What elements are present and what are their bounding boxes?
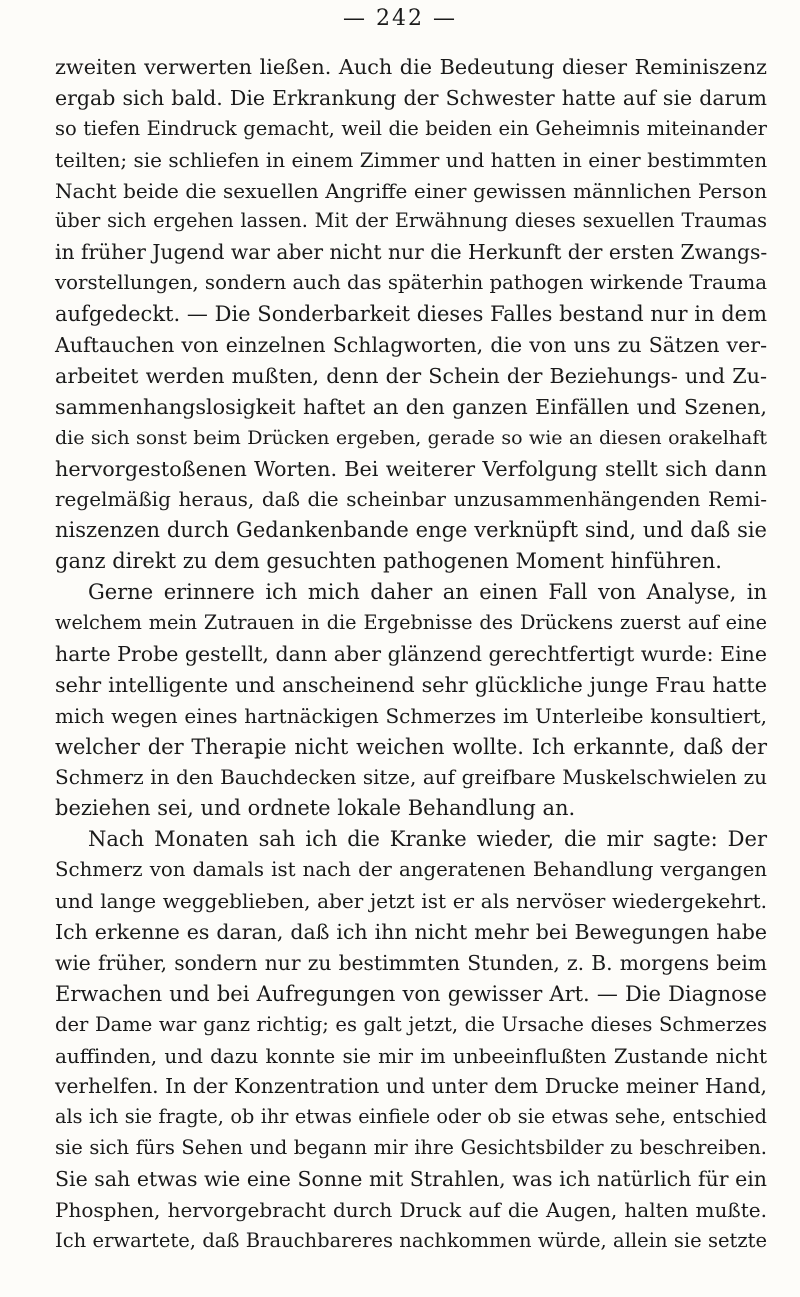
- text-line: harte Probe gestellt, dann aber glänzend gerechtfertigt wurde: Eine: [55, 641, 767, 666]
- text-line: sehr intelligente und anscheinend sehr glückliche junge Frau hatte: [55, 672, 767, 697]
- text-line: Ich erkenne es daran, daß ich ihn nicht mehr bei Bewegungen habe: [55, 919, 767, 944]
- text-line: Schmerz von damals ist nach der angeratenen Behandlung vergangen: [55, 858, 767, 882]
- text-line: sie sich fürs Sehen und begann mir ihre Gesichtsbilder zu beschreiben.: [55, 1136, 767, 1160]
- text-line: aufgedeckt. — Die Sonderbarkeit dieses Falles bestand nur in dem: [55, 302, 767, 327]
- body-text: [55, 52, 767, 1257]
- text-line: vorstellungen, sondern auch das späterhin pathogen wirkende Trauma: [55, 271, 768, 295]
- text-line: Nacht beide die sexuellen Angriffe einer gewissen männlichen Person: [55, 178, 767, 203]
- text-line: zweiten verwerten ließen. Auch die Bedeutung dieser Reminiszenz: [55, 55, 767, 79]
- text-line: welchem mein Zutrauen in die Ergebnisse des Drückens zuerst auf eine: [55, 611, 767, 635]
- text-line: Sie sah etwas wie eine Sonne mit Strahlen, was ich natürlich für ein: [55, 1167, 767, 1192]
- text-line: ganz direkt zu dem gesuchten pathogenen Moment hinführen.: [55, 549, 722, 574]
- text-line: sammenhangslosigkeit haftet an den ganzen Einfällen und Szenen,: [55, 394, 767, 419]
- text-line: Schmerz in den Bauchdecken sitze, auf greifbare Muskelschwielen zu: [55, 765, 767, 790]
- text-line: und lange weggeblieben, aber jetzt ist er als nervöser wiedergekehrt.: [55, 889, 767, 914]
- text-line: Auftauchen von einzelnen Schlagworten, die von uns zu Sätzen ver-: [55, 333, 767, 358]
- text-line: in früher Jugend war aber nicht nur die Herkunft der ersten Zwangs-: [55, 240, 768, 265]
- text-line: Ich erwartete, daß Brauchbareres nachkommen würde, allein sie setzte: [55, 1228, 767, 1252]
- text-line: welcher der Therapie nicht weichen wollte. Ich erkannte, daß der: [55, 734, 767, 759]
- text-line: der Dame war ganz richtig; es galt jetzt, die Ursache dieses Schmerzes: [55, 1012, 767, 1036]
- text-line: Gerne erinnere ich mich daher an einen Fall von Analyse, in: [88, 580, 767, 605]
- text-line: beziehen sei, und ordnete lokale Behandlung an.: [55, 796, 576, 821]
- text-line: verhelfen. In der Konzentration und unter dem Drucke meiner Hand,: [55, 1074, 767, 1099]
- text-line: regelmäßig heraus, daß die scheinbar unzusammenhängenden Remi-: [55, 487, 767, 512]
- text-line: Erwachen und bei Aufregungen von gewisser Art. — Die Diagnose: [55, 981, 767, 1006]
- text-line: so tiefen Eindruck gemacht, weil die beiden ein Geheimnis miteinander: [55, 116, 767, 140]
- text-line: wie früher, sondern nur zu bestimmten Stunden, z. B. morgens beim: [55, 950, 767, 975]
- text-line: Nach Monaten sah ich die Kranke wieder, die mir sagte: Der: [88, 827, 767, 852]
- text-line: niszenzen durch Gedankenbande enge verknüpft sind, und daß sie: [55, 518, 767, 543]
- text-line: die sich sonst beim Drücken ergeben, gerade so wie an diesen orakelhaft: [55, 426, 767, 449]
- text-line: über sich ergehen lassen. Mit der Erwähnung dieses sexuellen Traumas: [55, 209, 767, 233]
- text-line: hervorgestoßenen Worten. Bei weiterer Verfolgung stellt sich dann: [55, 456, 767, 481]
- text-line: auffinden, und dazu konnte sie mir im unbeeinflußten Zustande nicht: [55, 1043, 767, 1068]
- text-line: Phosphen, hervorgebracht durch Druck auf die Augen, halten mußte.: [55, 1197, 767, 1222]
- text-line: mich wegen eines hartnäckigen Schmerzes im Unterleibe konsultiert,: [55, 703, 767, 728]
- text-line: ergab sich bald. Die Erkrankung der Schwester hatte auf sie darum: [55, 85, 767, 110]
- text-line: als ich sie fragte, ob ihr etwas einfiele oder ob sie etwas sehe, entschied: [55, 1105, 767, 1129]
- text-line: arbeitet werden mußten, denn der Schein der Beziehungs- und Zu-: [55, 363, 767, 388]
- text-line: teilten; sie schliefen in einem Zimmer und hatten in einer bestimmten: [55, 147, 768, 172]
- page-number: — 242 —: [343, 6, 457, 31]
